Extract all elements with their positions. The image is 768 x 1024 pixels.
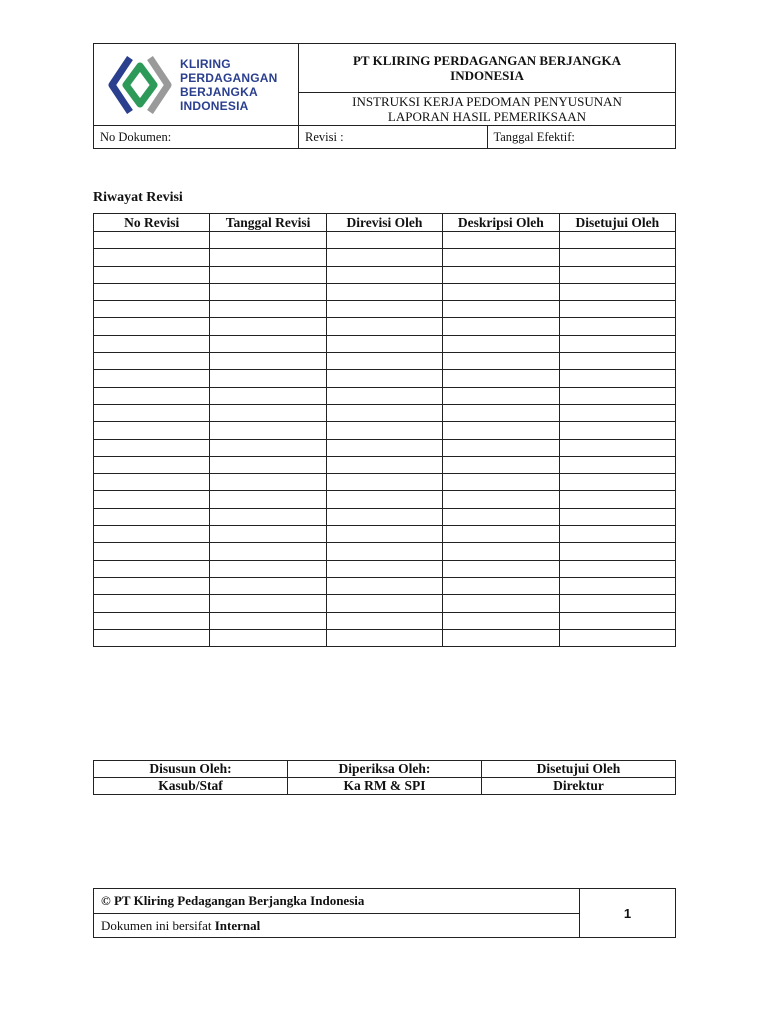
table-row bbox=[94, 526, 676, 543]
table-cell bbox=[559, 335, 675, 352]
revision-body bbox=[94, 232, 676, 647]
page-number: 1 bbox=[580, 889, 676, 938]
table-cell bbox=[94, 404, 210, 421]
table-cell bbox=[443, 526, 559, 543]
table-cell bbox=[210, 301, 326, 318]
role-kasub-staf: Kasub/Staf bbox=[94, 778, 288, 795]
table-cell bbox=[559, 353, 675, 370]
table-cell bbox=[443, 439, 559, 456]
table-cell bbox=[326, 318, 442, 335]
table-row bbox=[94, 491, 676, 508]
table-cell bbox=[94, 629, 210, 646]
table-row bbox=[94, 508, 676, 525]
table-cell bbox=[443, 422, 559, 439]
table-cell bbox=[443, 404, 559, 421]
no-dokumen-field: No Dokumen: bbox=[94, 126, 299, 149]
table-row bbox=[94, 404, 676, 421]
table-row bbox=[94, 301, 676, 318]
table-cell bbox=[210, 560, 326, 577]
table-cell bbox=[94, 353, 210, 370]
table-cell bbox=[443, 612, 559, 629]
table-cell bbox=[443, 387, 559, 404]
table-cell bbox=[94, 249, 210, 266]
table-cell bbox=[326, 439, 442, 456]
table-cell bbox=[326, 387, 442, 404]
table-row bbox=[94, 353, 676, 370]
table-cell bbox=[94, 232, 210, 249]
table-cell bbox=[559, 232, 675, 249]
table-cell bbox=[559, 404, 675, 421]
table-cell bbox=[443, 335, 559, 352]
table-cell bbox=[443, 543, 559, 560]
logo-mark-icon bbox=[106, 52, 174, 118]
table-cell bbox=[94, 266, 210, 283]
table-cell bbox=[326, 560, 442, 577]
table-cell bbox=[94, 387, 210, 404]
logo-wordmark: KLIRING PERDAGANGAN BERJANGKA INDONESIA bbox=[180, 56, 278, 113]
table-cell bbox=[559, 370, 675, 387]
table-cell bbox=[443, 577, 559, 594]
table-cell bbox=[210, 266, 326, 283]
table-cell bbox=[326, 335, 442, 352]
table-row bbox=[94, 283, 676, 300]
approval-header-row bbox=[94, 761, 676, 778]
table-cell bbox=[443, 353, 559, 370]
table-cell bbox=[559, 508, 675, 525]
tanggal-efektif-field: Tanggal Efektif: bbox=[487, 126, 676, 149]
revisi-field: Revisi : bbox=[299, 126, 488, 149]
classification-text: Dokumen ini bersifat Internal bbox=[94, 914, 580, 938]
table-cell bbox=[210, 318, 326, 335]
table-cell bbox=[326, 456, 442, 473]
table-row bbox=[94, 439, 676, 456]
table-cell bbox=[210, 526, 326, 543]
table-cell bbox=[326, 543, 442, 560]
table-cell bbox=[94, 474, 210, 491]
table-cell bbox=[559, 491, 675, 508]
diperiksa-oleh-label: Diperiksa Oleh: bbox=[288, 761, 482, 778]
disusun-oleh-label: Disusun Oleh: bbox=[94, 761, 288, 778]
table-cell bbox=[559, 439, 675, 456]
table-row bbox=[94, 474, 676, 491]
company-name: PT KLIRING PERDAGANGAN BERJANGKA INDONESIA bbox=[299, 44, 676, 93]
table-row bbox=[94, 232, 676, 249]
table-row bbox=[94, 318, 676, 335]
col-disetujui-oleh: Disetujui Oleh bbox=[559, 214, 675, 232]
table-cell bbox=[326, 266, 442, 283]
table-cell bbox=[210, 439, 326, 456]
approval-table bbox=[93, 760, 676, 795]
table-cell bbox=[326, 629, 442, 646]
table-cell bbox=[94, 301, 210, 318]
table-cell bbox=[326, 491, 442, 508]
table-cell bbox=[443, 474, 559, 491]
table-cell bbox=[94, 283, 210, 300]
table-cell bbox=[94, 526, 210, 543]
table-cell bbox=[326, 422, 442, 439]
revision-history-table bbox=[93, 213, 676, 647]
table-cell bbox=[559, 474, 675, 491]
table-cell bbox=[443, 491, 559, 508]
table-row bbox=[94, 387, 676, 404]
table-cell bbox=[559, 283, 675, 300]
table-cell bbox=[210, 595, 326, 612]
document-footer bbox=[93, 888, 676, 938]
table-cell bbox=[443, 301, 559, 318]
table-row bbox=[94, 249, 676, 266]
table-cell bbox=[443, 266, 559, 283]
disetujui-oleh-label: Disetujui Oleh bbox=[482, 761, 676, 778]
table-cell bbox=[326, 595, 442, 612]
table-cell bbox=[443, 232, 559, 249]
col-no-revisi: No Revisi bbox=[94, 214, 210, 232]
table-cell bbox=[210, 370, 326, 387]
classification-value: Internal bbox=[214, 917, 261, 933]
table-cell bbox=[559, 595, 675, 612]
table-cell bbox=[210, 422, 326, 439]
table-cell bbox=[210, 387, 326, 404]
revision-header-row bbox=[94, 214, 676, 232]
table-cell bbox=[210, 612, 326, 629]
table-cell bbox=[94, 318, 210, 335]
table-cell bbox=[559, 560, 675, 577]
table-cell bbox=[443, 370, 559, 387]
table-cell bbox=[210, 283, 326, 300]
table-cell bbox=[326, 474, 442, 491]
table-row bbox=[94, 560, 676, 577]
table-cell bbox=[559, 249, 675, 266]
table-cell bbox=[559, 318, 675, 335]
table-cell bbox=[559, 612, 675, 629]
document-title: INSTRUKSI KERJA PEDOMAN PENYUSUNAN LAPORAN HASIL PEMERIKSAAN bbox=[299, 93, 676, 126]
table-cell bbox=[94, 439, 210, 456]
table-row bbox=[94, 629, 676, 646]
table-cell bbox=[210, 353, 326, 370]
table-cell bbox=[94, 456, 210, 473]
table-cell bbox=[326, 301, 442, 318]
table-cell bbox=[559, 543, 675, 560]
table-cell bbox=[559, 301, 675, 318]
table-cell bbox=[94, 612, 210, 629]
company-logo bbox=[94, 52, 298, 118]
table-cell bbox=[443, 318, 559, 335]
table-cell bbox=[210, 249, 326, 266]
table-cell bbox=[94, 370, 210, 387]
document-header bbox=[93, 43, 676, 149]
table-cell bbox=[210, 474, 326, 491]
table-cell bbox=[210, 404, 326, 421]
table-cell bbox=[559, 526, 675, 543]
table-cell bbox=[94, 491, 210, 508]
table-cell bbox=[326, 508, 442, 525]
role-ka-rm-spi: Ka RM & SPI bbox=[288, 778, 482, 795]
table-cell bbox=[94, 560, 210, 577]
table-cell bbox=[94, 577, 210, 594]
table-cell bbox=[443, 456, 559, 473]
table-cell bbox=[326, 577, 442, 594]
table-cell bbox=[559, 577, 675, 594]
table-row bbox=[94, 612, 676, 629]
table-row bbox=[94, 595, 676, 612]
logo-cell bbox=[94, 44, 299, 126]
table-cell bbox=[94, 508, 210, 525]
table-cell bbox=[443, 560, 559, 577]
table-row bbox=[94, 543, 676, 560]
table-cell bbox=[94, 543, 210, 560]
table-cell bbox=[326, 283, 442, 300]
table-cell bbox=[94, 335, 210, 352]
revision-history-title: Riwayat Revisi bbox=[93, 190, 183, 205]
table-cell bbox=[94, 422, 210, 439]
table-cell bbox=[210, 232, 326, 249]
table-cell bbox=[326, 249, 442, 266]
table-cell bbox=[210, 543, 326, 560]
table-cell bbox=[559, 629, 675, 646]
table-cell bbox=[443, 508, 559, 525]
copyright-text: © PT Kliring Pedagangan Berjangka Indonesia bbox=[94, 889, 580, 914]
table-cell bbox=[443, 283, 559, 300]
table-cell bbox=[210, 335, 326, 352]
col-deskripsi-oleh: Deskripsi Oleh bbox=[443, 214, 559, 232]
table-cell bbox=[443, 249, 559, 266]
table-cell bbox=[326, 353, 442, 370]
table-cell bbox=[559, 387, 675, 404]
table-row bbox=[94, 577, 676, 594]
approval-role-row bbox=[94, 778, 676, 795]
table-cell bbox=[210, 577, 326, 594]
col-direvisi-oleh: Direvisi Oleh bbox=[326, 214, 442, 232]
table-cell bbox=[443, 595, 559, 612]
table-row bbox=[94, 422, 676, 439]
table-cell bbox=[326, 232, 442, 249]
table-cell bbox=[326, 370, 442, 387]
table-cell bbox=[559, 456, 675, 473]
table-cell bbox=[559, 422, 675, 439]
table-cell bbox=[326, 526, 442, 543]
table-cell bbox=[443, 629, 559, 646]
table-cell bbox=[210, 491, 326, 508]
table-cell bbox=[559, 266, 675, 283]
table-row bbox=[94, 370, 676, 387]
col-tanggal-revisi: Tanggal Revisi bbox=[210, 214, 326, 232]
table-cell bbox=[210, 508, 326, 525]
table-cell bbox=[210, 629, 326, 646]
table-cell bbox=[210, 456, 326, 473]
table-cell bbox=[326, 404, 442, 421]
table-cell bbox=[326, 612, 442, 629]
table-row bbox=[94, 456, 676, 473]
role-direktur: Direktur bbox=[482, 778, 676, 795]
table-cell bbox=[94, 595, 210, 612]
table-row bbox=[94, 266, 676, 283]
table-row bbox=[94, 335, 676, 352]
